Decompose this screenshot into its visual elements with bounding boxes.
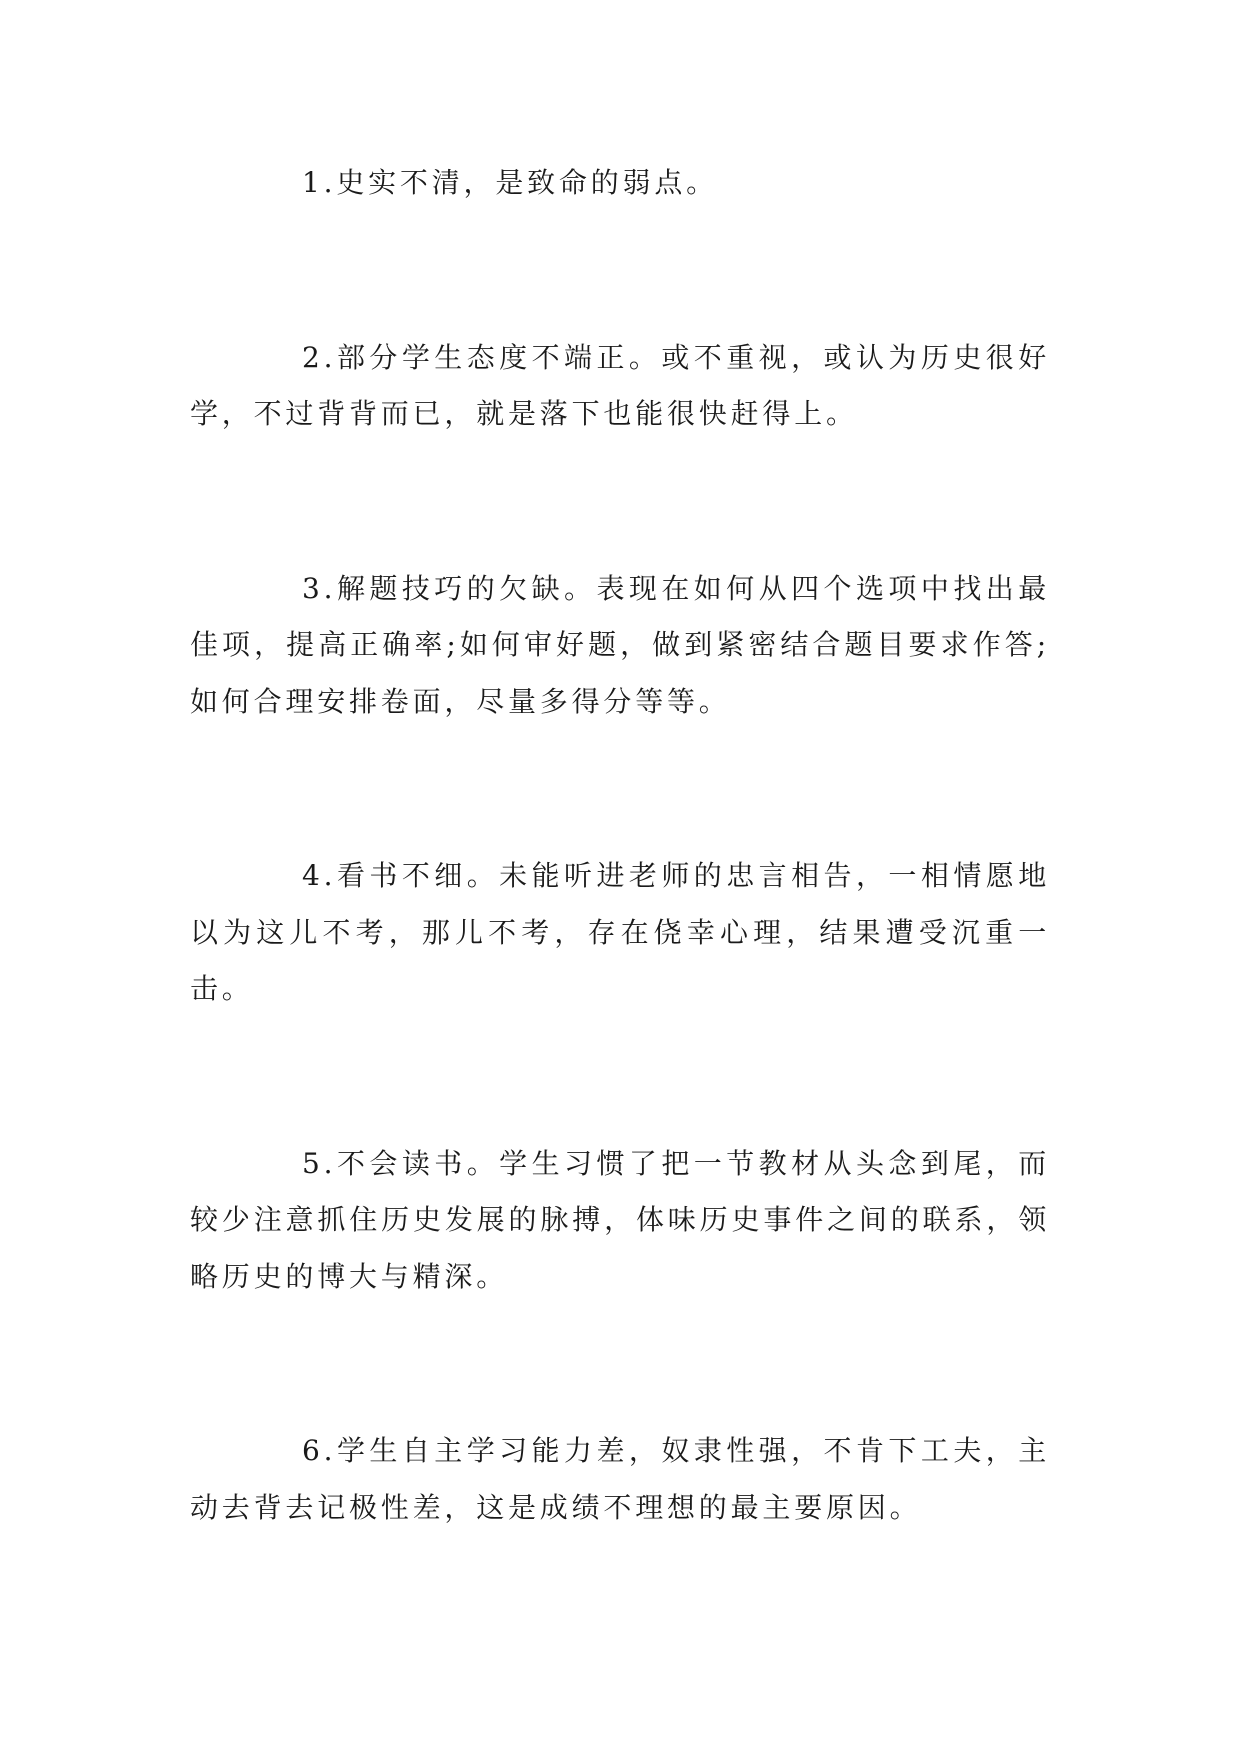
paragraph-2: 2.部分学生态度不端正。或不重视，或认为历史很好学，不过背背而已，就是落下也能很快赶得上。 — [190, 340, 1050, 430]
paragraph-6: 6.学生自主学习能力差，奴隶性强，不肯下工夫，主动去背去记极性差，这是成绩不理想的最主要原因。 — [190, 1434, 1050, 1524]
paragraph-1: 1.史实不清，是致命的弱点。 — [302, 166, 718, 199]
paragraph-3: 3.解题技巧的欠缺。表现在如何从四个选项中找出最佳项，提高正确率;如何审好题，做到紧密结合题目要求作答;如何合理安排卷面，尽量多得分等等。 — [190, 571, 1050, 718]
paragraph-5: 5.不会读书。学生习惯了把一节教材从头念到尾，而较少注意抓住历史发展的脉搏，体味历史事件之间的联系，领略历史的博大与精深。 — [190, 1146, 1050, 1293]
paragraph-4: 4.看书不细。未能听进老师的忠言相告，一相情愿地以为这儿不考，那儿不考，存在侥幸心理，结果遭受沉重一击。 — [190, 859, 1050, 1005]
document-body — [190, 155, 1050, 1536]
